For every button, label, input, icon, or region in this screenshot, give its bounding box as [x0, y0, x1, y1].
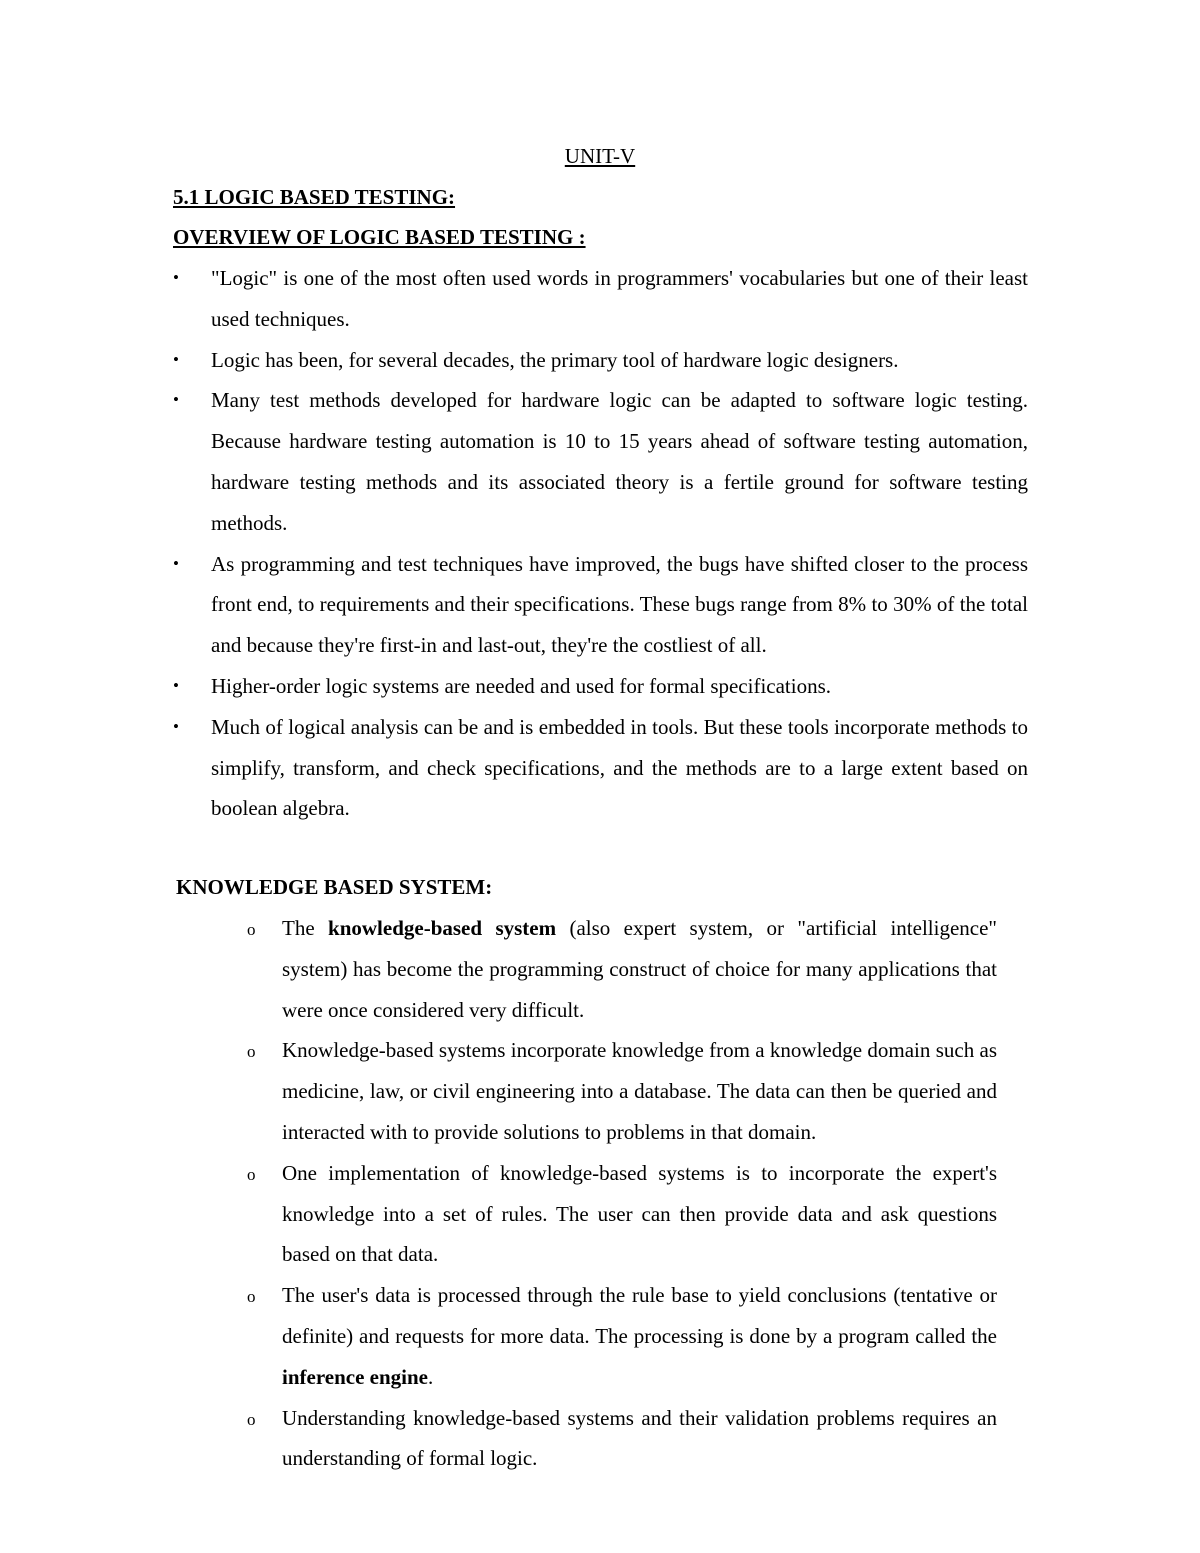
- circle-bullet-icon: o: [247, 1287, 256, 1307]
- list-item: [173, 340, 1028, 381]
- bold-term: inference engine: [282, 1364, 428, 1389]
- bullet-icon: •: [173, 349, 179, 369]
- list-item: [247, 1275, 997, 1397]
- list-item: [247, 908, 997, 1030]
- bold-term: knowledge-based system: [328, 916, 557, 940]
- bullet-icon: •: [173, 268, 179, 287]
- list-item-text: Higher-order logic systems are needed and used for formal specifications.: [211, 673, 832, 698]
- list-item: [173, 258, 1028, 340]
- list-item-text: Logic has been, for several decades, the primary tool of hardware logic designers.: [211, 347, 899, 372]
- bullet-icon: •: [173, 675, 179, 695]
- circle-bullet-icon: o: [247, 1409, 256, 1429]
- circle-bullet-icon: o: [247, 1042, 256, 1062]
- list-item-text: Understanding knowledge-based systems and their validation problems requires an understanding of formal logic.: [282, 1405, 997, 1471]
- knowledge-based-system-heading: KNOWLEDGE BASED SYSTEM:: [176, 875, 493, 899]
- list-item: [247, 1030, 997, 1152]
- list-item-text-after: (also expert system, or "artificial intelligence" system) has become the programming construct of choice for many applications that were once considered very difficult.: [282, 916, 997, 1022]
- list-item-text: Knowledge-based systems incorporate knowledge from a knowledge domain such as medicine, law, or civil engineering into a database. The data can then be queried and interacted with to provide solutions to problems in that domain.: [282, 1038, 997, 1144]
- circle-bullet-icon: o: [247, 920, 256, 939]
- overview-bullet-list: [173, 258, 1028, 829]
- list-item-text: Much of logical analysis can be and is embedded in tools. But these tools incorporate methods to simplify, transform, and check specifications, and the methods are to a large extent based on boolean algebra.: [211, 714, 1028, 821]
- bullet-icon: •: [173, 390, 179, 410]
- list-item: [247, 1398, 997, 1480]
- unit-title: UNIT-V: [564, 144, 636, 168]
- list-item: [247, 1153, 997, 1275]
- bullet-icon: •: [173, 553, 179, 573]
- list-item: [173, 544, 1028, 666]
- list-item-text-before: The: [282, 916, 329, 940]
- list-item: [173, 380, 1028, 543]
- list-item-text: "Logic" is one of the most often used words in programmers' vocabularies but one of their least used techniques.: [211, 266, 1028, 331]
- list-item-text: Many test methods developed for hardware logic can be adapted to software logic testing. Because hardware testing automation is 10 to 15 years ahead of software testing automation, hardware testing methods and its associated theory is a fertile ground for software testing methods.: [211, 388, 1028, 535]
- knowledge-based-list: [247, 908, 997, 1479]
- list-item: [173, 666, 1028, 707]
- bullet-icon: •: [173, 716, 179, 736]
- circle-bullet-icon: o: [247, 1164, 256, 1184]
- overview-heading: OVERVIEW OF LOGIC BASED TESTING :: [173, 225, 586, 249]
- section-title: 5.1 LOGIC BASED TESTING:: [173, 185, 456, 209]
- list-item: [173, 707, 1028, 829]
- list-item-text: As programming and test techniques have improved, the bugs have shifted closer to the process front end, to requirements and their specifications. These bugs range from 8% to 30% of the total and because they're first-in and last-out, they're the costliest of all.: [211, 551, 1028, 658]
- list-item-text: One implementation of knowledge-based systems is to incorporate the expert's knowledge into a set of rules. The user can then provide data and ask questions based on that data.: [282, 1160, 997, 1267]
- list-item-text-after: .: [428, 1364, 434, 1389]
- list-item-text-before: The user's data is processed through the rule base to yield conclusions (tentative or definite) and requests for more data. The processing is done by a program called the: [282, 1283, 997, 1348]
